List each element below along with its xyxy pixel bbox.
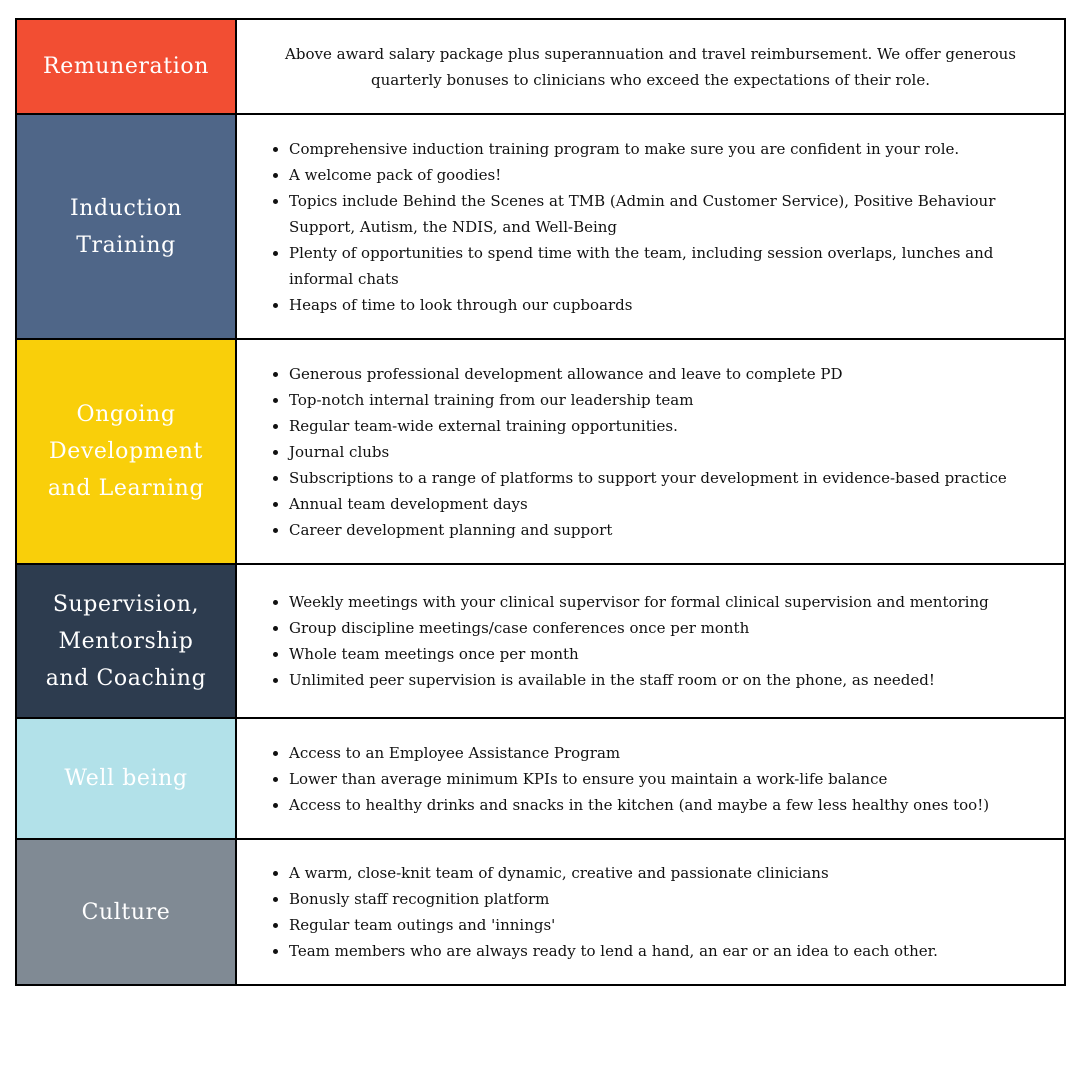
remuneration-text: Above award salary package plus superannuation and travel reimbursement. We offer generous quarterly bonuses to clinicians who exceed the expectations of their role.	[285, 44, 1016, 89]
row-induction-training	[17, 115, 1064, 340]
row-well-being	[17, 719, 1064, 840]
list-item: • Weekly meetings with your clinical supervisor for formal clinical supervision and mentoring	[289, 589, 989, 615]
bullet-list	[271, 136, 1046, 318]
bullet-list	[271, 860, 938, 964]
bullet-list	[271, 740, 989, 818]
list-item: • Generous professional development allowance and leave to complete PD	[289, 361, 1007, 387]
row-content-supervision	[237, 565, 1064, 717]
row-ongoing-development	[17, 340, 1064, 565]
list-item: • Comprehensive induction training program to make sure you are confident in your role.	[289, 136, 1046, 162]
row-label-well-being	[17, 719, 237, 838]
list-item: • Annual team development days	[289, 491, 1007, 517]
row-supervision	[17, 565, 1064, 719]
list-item: • Bonusly staff recognition platform	[289, 886, 938, 912]
list-item: • Journal clubs	[289, 439, 1007, 465]
row-remuneration	[17, 20, 1064, 115]
row-content-induction-training	[237, 115, 1064, 338]
label-text: Remuneration	[43, 54, 209, 79]
label-text: Induction Training	[69, 195, 183, 258]
label-text: Culture	[81, 899, 171, 925]
row-culture	[17, 840, 1064, 984]
row-label-culture	[17, 840, 237, 984]
label-text: Ongoing Development and Learning	[47, 402, 205, 501]
row-label-remuneration	[17, 20, 237, 113]
list-item: • A welcome pack of goodies!	[289, 162, 1046, 188]
list-item: • Whole team meetings once per month	[289, 641, 989, 667]
list-item: • Heaps of time to look through our cupboards	[289, 292, 1046, 318]
list-item: • Team members who are always ready to lend a hand, an ear or an idea to each other.	[289, 938, 938, 964]
row-content-remuneration	[237, 20, 1064, 113]
list-item: • Career development planning and support	[289, 517, 1007, 543]
list-item: • Lower than average minimum KPIs to ensure you maintain a work-life balance	[289, 766, 989, 792]
label-text: Well being	[64, 766, 188, 791]
list-item: • Group discipline meetings/case conferences once per month	[289, 615, 989, 641]
row-label-supervision	[17, 565, 237, 717]
row-label-induction-training	[17, 115, 237, 338]
list-item: • Access to an Employee Assistance Program	[289, 740, 989, 766]
list-item: • Top-notch internal training from our leadership team	[289, 387, 1007, 413]
list-item: • Subscriptions to a range of platforms to support your development in evidence-based practice	[289, 465, 1007, 491]
row-content-well-being	[237, 719, 1064, 838]
label-text: Supervision, Mentorship and Coaching	[45, 591, 207, 691]
row-content-ongoing-development	[237, 340, 1064, 563]
list-item: • Regular team outings and 'innings'	[289, 912, 938, 938]
list-item: • Plenty of opportunities to spend time with the team, including session overlaps, lunches and informal chats	[289, 240, 1046, 292]
list-item: • Regular team-wide external training opportunities.	[289, 413, 1007, 439]
bullet-list	[271, 589, 989, 693]
list-item: • Topics include Behind the Scenes at TMB (Admin and Customer Service), Positive Behaviour Support, Autism, the NDIS, and Well-Being	[289, 188, 1046, 240]
benefits-table	[15, 18, 1066, 986]
row-content-culture	[237, 840, 1064, 984]
list-item: • Unlimited peer supervision is available in the staff room or on the phone, as needed!	[289, 667, 989, 693]
bullet-list	[271, 361, 1007, 543]
row-label-ongoing-development	[17, 340, 237, 563]
list-item: • A warm, close-knit team of dynamic, creative and passionate clinicians	[289, 860, 938, 886]
list-item: • Access to healthy drinks and snacks in the kitchen (and maybe a few less healthy ones too!)	[289, 792, 989, 818]
